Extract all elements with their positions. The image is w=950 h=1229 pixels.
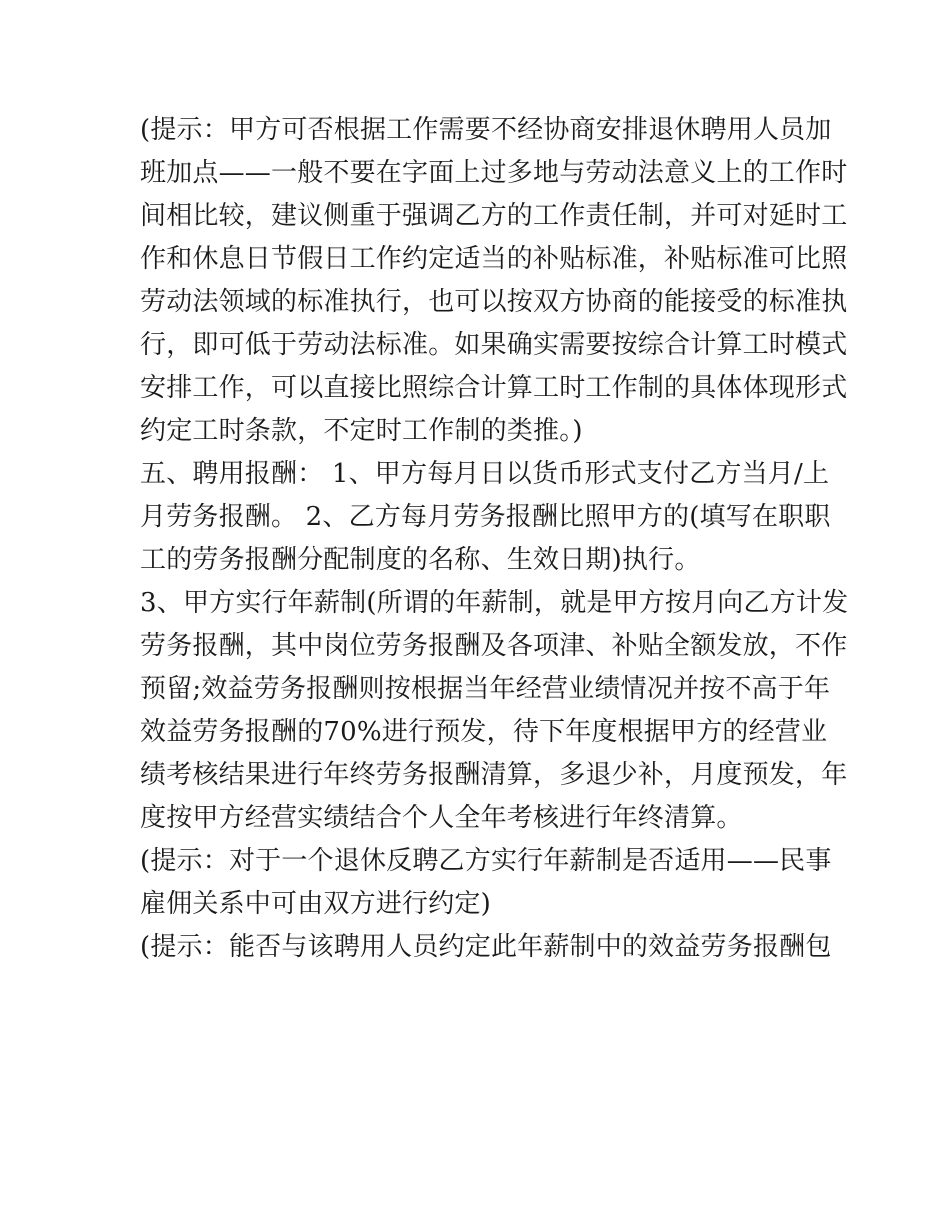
text-line-15: 效益劳务报酬的70%进行预发，待下年度根据甲方的经营业 [140,717,828,747]
text-line-9: 五、聘用报酬： 1、甲方每月日以货币形式支付乙方当月/上 [140,459,830,489]
text-line-11: 工的劳务报酬分配制度的名称、生效日期)执行。 [140,545,701,575]
text-line-17: 度按甲方经营实绩结合个人全年考核进行年终清算。 [140,803,743,833]
document-body [140,109,849,969]
text-line-13: 劳务报酬，其中岗位劳务报酬及各项津、补贴全额发放，不作 [140,631,848,661]
text-line-10: 月劳务报酬。 2、乙方每月劳务报酬比照甲方的(填写在职职 [140,502,831,532]
text-line-19: 雇佣关系中可由双方进行约定) [140,889,491,919]
text-line-20: (提示：能否与该聘用人员约定此年薪制中的效益劳务报酬包 [140,932,832,962]
text-line-5: 劳动法领域的标准执行，也可以按双方协商的能接受的标准执 [140,287,848,317]
text-line-4: 作和休息日节假日工作约定适当的补贴标准，补贴标准可比照 [140,244,848,274]
text-line-2: 班加点——一般不要在字面上过多地与劳动法意义上的工作时 [140,158,848,188]
text-line-1: (提示：甲方可否根据工作需要不经协商安排退休聘用人员加 [140,115,832,145]
text-line-7: 安排工作，可以直接比照综合计算工时工作制的具体体现形式 [140,373,848,403]
text-line-14: 预留;效益劳务报酬则按根据当年经营业绩情况并按不高于年 [140,674,831,704]
text-line-18: (提示：对于一个退休反聘乙方实行年薪制是否适用——民事 [140,846,832,876]
text-line-6: 行，即可低于劳动法标准。如果确实需要按综合计算工时模式 [140,330,848,360]
text-line-16: 绩考核结果进行年终劳务报酬清算，多退少补，月度预发，年 [140,760,848,790]
text-line-12: 3、甲方实行年薪制(所谓的年薪制，就是甲方按月向乙方计发 [140,588,849,618]
text-line-3: 间相比较，建议侧重于强调乙方的工作责任制，并可对延时工 [140,201,848,231]
text-line-8: 约定工时条款，不定时工作制的类推。) [140,416,583,446]
